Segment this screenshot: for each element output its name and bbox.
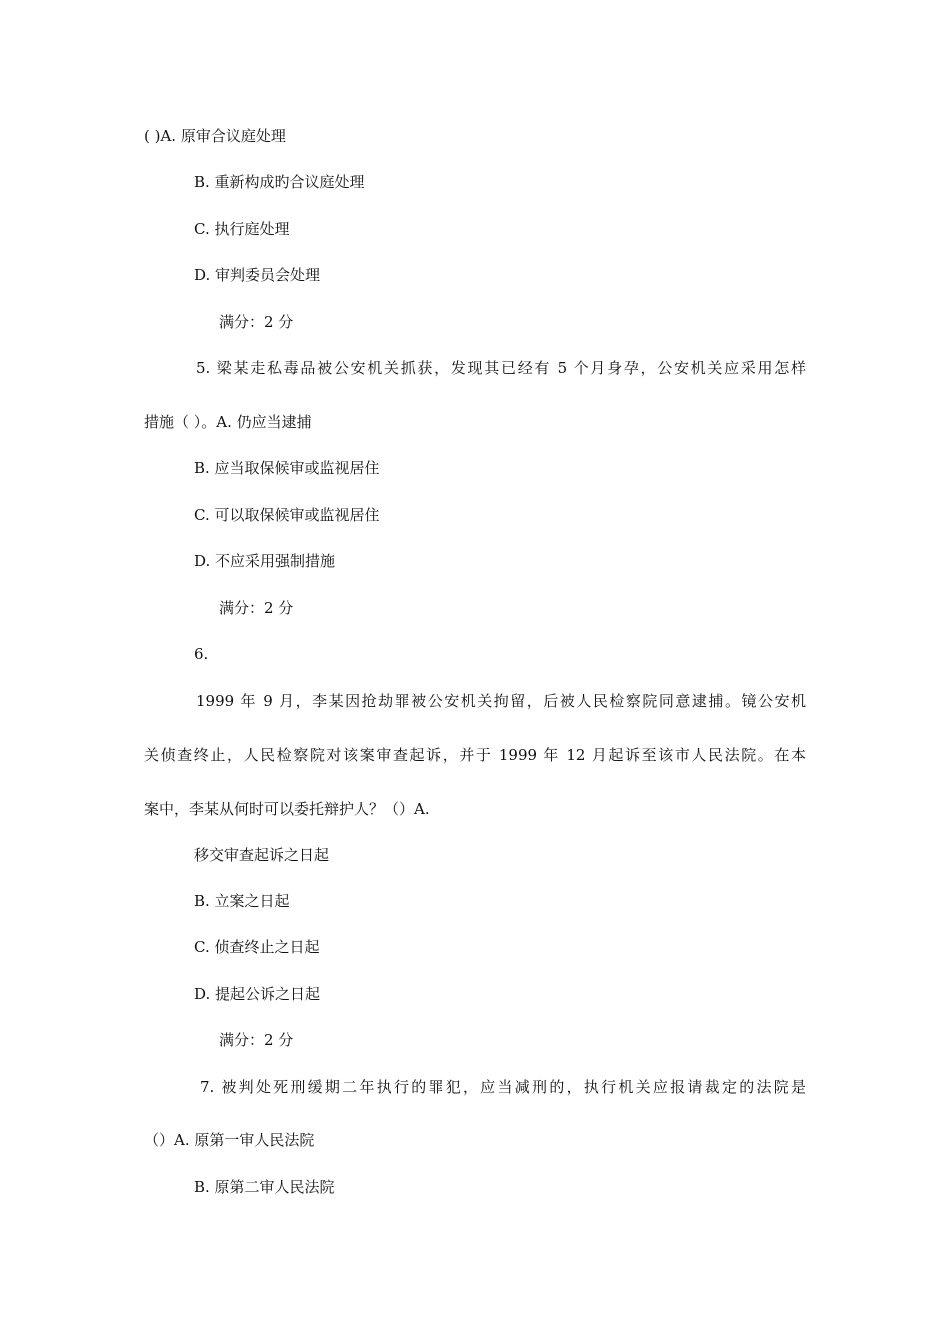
q6-question-line-2: 关侦查终止，人民检察院对该案审查起诉，并于 1999 年 12 月起诉至该市人民法院。在本 [144,746,806,764]
q6-score: 满分：2 分 [219,1031,294,1049]
q6-question-line-3: 案中，李某从何时可以委托辩护人？（）A. [144,800,430,818]
q5-question-line-2: 措施（ ）。A. 仍应当逮捕 [144,413,312,431]
q4-option-a: ( )A. 原审合议庭处理 [144,127,286,145]
q6-option-b: B. 立案之日起 [194,892,290,910]
q5-question-line-1: 5. 梁某走私毒品被公安机关抓获，发现其已经有 5 个月身孕，公安机关应采用怎样 [196,359,806,377]
q6-option-d: D. 提起公诉之日起 [194,985,321,1003]
q5-option-b: B. 应当取保候审或监视居住 [194,459,380,477]
q6-option-c: C. 侦查终止之日起 [194,938,320,956]
q5-option-d: D. 不应采用强制措施 [194,552,336,570]
q7-question-line-2: （）A. 原第一审人民法院 [144,1131,315,1149]
q4-option-b: B. 重新构成旳合议庭处理 [194,173,365,191]
q6-option-a: 移交审查起诉之日起 [194,846,330,864]
q4-option-c: C. 执行庭处理 [194,220,290,238]
q6-question-line-1: 1999 年 9 月，李某因抢劫罪被公安机关拘留，后被人民检察院同意逮捕。镜公安机 [196,692,806,710]
q4-option-d: D. 审判委员会处理 [194,266,321,284]
q6-number: 6. [194,645,209,663]
q5-score: 满分：2 分 [219,599,294,617]
q7-question-line-1: 7. 被判处死刑缓期二年执行的罪犯，应当减刑的，执行机关应报请裁定的法院是 [200,1078,806,1096]
q5-option-c: C. 可以取保候审或监视居住 [194,506,380,524]
q7-option-b: B. 原第二审人民法院 [194,1178,335,1196]
q4-score: 满分：2 分 [219,313,294,331]
